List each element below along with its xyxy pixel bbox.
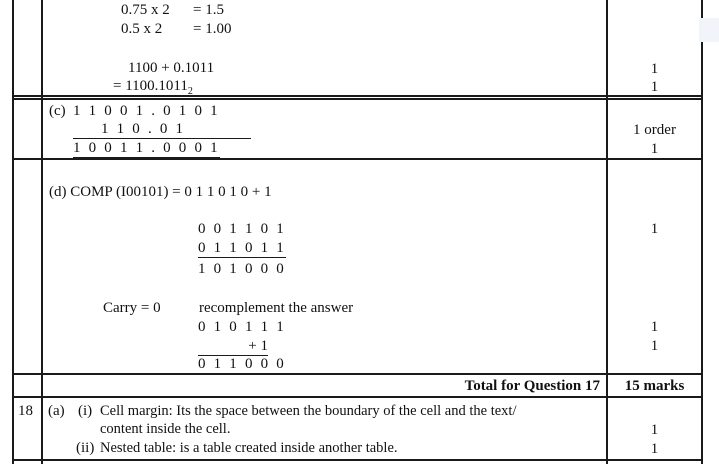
d-rc-row1: 0 1 0 1 1 1 <box>198 319 286 335</box>
d-mark-3: 1 <box>650 338 659 354</box>
c-row1: 1 1 0 0 1 . 0 1 0 1 <box>73 103 220 119</box>
c-row2: 1 1 0 . 0 1 <box>73 122 251 139</box>
d-add-row1: 0 0 1 1 0 1 <box>198 221 286 237</box>
q18-item-i-text-2: content inside the cell. <box>100 421 231 437</box>
question-number-column-divider <box>41 0 43 464</box>
c-row3: 1 0 0 1 1 . 0 0 0 1 <box>73 140 220 156</box>
c-label: (c) <box>49 103 66 119</box>
c-mark-order: 1 order <box>633 122 676 138</box>
d-add-row3: 1 0 1 0 0 0 <box>198 261 286 277</box>
c-mark-2: 1 <box>650 141 659 157</box>
b-line2-result: = 1.00 <box>193 21 232 37</box>
total-label: Total for Question 17 <box>464 378 600 394</box>
b-sum-line: 1100 + 0.1011 <box>128 60 215 76</box>
q18-item-ii-mark: 1 <box>650 441 659 457</box>
row-divider-b-c <box>12 95 703 97</box>
d-add-row2: 0 1 1 0 1 1 <box>198 240 286 256</box>
row-divider-total-top <box>12 373 703 375</box>
row-divider-c-d <box>12 158 703 160</box>
b-line1-result: = 1.5 <box>193 2 224 18</box>
b-line2-expr: 0.5 x 2 <box>121 21 163 37</box>
b-result-line: = $1100.1011_2$ <box>113 78 193 97</box>
q18-item-ii-text: Nested table: is a table created inside another table. <box>100 440 398 456</box>
d-mark-2: 1 <box>650 319 659 335</box>
d-carry: Carry = 0 <box>103 300 161 316</box>
table-left-border <box>12 0 14 464</box>
q18-item-i-label: (i) <box>78 403 93 419</box>
scan-artifact <box>699 18 719 42</box>
d-comp-line: (d) COMP (I00101) = 0 1 1 0 1 0 + 1 <box>49 184 272 200</box>
b-line1-expr: 0.75 x 2 <box>121 2 170 18</box>
d-rc-row2: + 1 <box>198 339 268 356</box>
b-mark-1: 1 <box>650 61 659 77</box>
q18-part-a-label: (a) <box>48 403 65 419</box>
total-marks: 15 marks <box>624 378 685 394</box>
q18-item-i-mark: 1 <box>650 422 659 438</box>
d-mark-1: 1 <box>650 221 659 237</box>
q18-item-ii-label: (ii) <box>76 440 95 456</box>
b-mark-2: 1 <box>650 79 659 95</box>
row-divider-q18-bottom <box>12 459 703 461</box>
d-rc-row3: 0 1 1 0 0 0 <box>198 356 286 372</box>
base-subscript: 2 <box>187 86 193 97</box>
row-divider-b-c-second <box>12 98 703 100</box>
q18-number: 18 <box>18 403 33 419</box>
d-recomplement: recomplement the answer <box>199 300 354 316</box>
row-divider-total-bottom <box>12 396 703 398</box>
q18-item-i-text-1: Cell margin: Its the space between the boundary of the cell and the text/ <box>100 403 517 419</box>
